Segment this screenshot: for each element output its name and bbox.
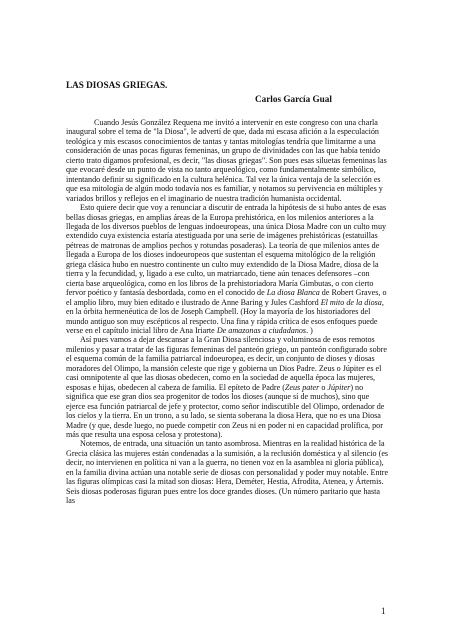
document-title: LAS DIOSAS GRIEGAS. bbox=[66, 80, 168, 90]
book-title-el-mito-de-la-diosa: El mito de la diosa, bbox=[320, 297, 384, 307]
book-title-de-amazonas: De amazonas a ciudadanos bbox=[216, 325, 307, 335]
paragraph-2: Esto quiere decir que voy a renunciar a discutir de entrada la hipótesis de si hubo antes de esas bellas diosas griegas, en amplias áreas de la Europa prehistórica, en los milenios anteriores a la llegada de los diversos pueblos de lenguas indoeuropeas, una única Diosa Madre con un culto muy extendido cuya existencia estaría atestiguada por una serie de imágenes prehistóricas (estatuillas pétreas de matronas de amplios pechos y rotundas posaderas). La teoría de que milenios antes de llegada a Europa de los dioses indoeuropeos que sustentan el esquema mitológico de la religión griega clásica hubo en nuestro continente un culto muy extendido de la Diosa Madre, diosa de la tierra y la fecundidad, y, ligado a ese culto, un matriarcado, tiene aún tenaces defensores –con cierta base arqueológica, como en los libros de la prehistoriadora María Gimbutas, o con cierto fervor poético y fantasía desbordada, como en el conocido de La diosa Blanca de Robert Graves, o el amplio libro, muy bien editado e ilustrado de Anne Baring y Jules Cashford El mito de la diosa, en la órbita hermenéutica de los de Joseph Campbell. (Hoy la mayoría de los historiadores del mundo antiguo son muy escépticos al respecto. Una fina y rápida crítica de esos enfoques puede verse en el capítulo inicial libro de Ana Iriarte De amazonas a ciudadanos. ) bbox=[66, 203, 387, 335]
term-zeus-pater: Zeus pater bbox=[284, 382, 320, 392]
author-name: Carlos García Gual bbox=[255, 94, 332, 104]
document-body bbox=[66, 118, 389, 506]
page-number: 1 bbox=[381, 606, 386, 616]
book-title-la-diosa-blanca: La diosa Blanca bbox=[266, 288, 320, 298]
term-jupiter: Júpiter bbox=[327, 382, 351, 392]
paragraph-4: Notemos, de entrada, una situación un tanto asombrosa. Mientras en la realidad histórica de la Grecia clásica las mujeres están condenadas a la sumisión, a la reclusión doméstica y al silencio (es decir, no intervienen en política ni van a la guerra, no tienen voz en la asamblea ni gloria pública), en la familia divina actúan una notable serie de diosas con personalidad y poder muy notable. Entre las figuras olímpicas casi la mitad son diosas: Hera, Deméter, Hestia, Afrodita, Atenea, y Ártemis. Seis diosas poderosas figuran pues entre los doce grandes dioses. (Un número paritario que hasta las bbox=[66, 439, 389, 506]
paragraph-3: Así pues vamos a dejar descansar a la Gran Diosa silenciosa y voluminosa de esos remotos milenios y pasar a tratar de las figuras femeninas del panteón griego, un panteón configurado sobre el esquema común de la familia patriarcal indoeuropea, es decir, un conjunto de dioses y diosas moradores del Olimpo, la mansión celeste que rige y gobierna un Dios Padre. Zeus o Júpiter es el casi omnipotente al que las diosas obedecen, como en la sociedad de aquella época las mujeres, esposas e hijas, obedecen al cabeza de familia. El epíteto de Padre (Zeus pater o Júpiter) no significa que ese gran dios sea progenitor de todos los dioses (aunque sí de muchos), sino que ejerce esa función patriarcal de jefe y protector, como señor indiscutible del Olimpo, ordenador de los cielos y la tierra. En un trono, a su lado, se sienta soberana la diosa Hera, que no es una Diosa Madre (y que, desde luego, no puede competir con Zeus ni en poder ni en capacidad prolífica, por más que resulta una esposa celosa y protestona). bbox=[66, 335, 387, 439]
paragraph-1: Cuando Jesús González Requena me invitó a intervenir en este congreso con una charla inaugural sobre el tema de "la Diosa", le advertí de que, dada mi escasa afición a la especulación teológica y mis escasos conocimientos de tantas y tantas mitologías tendría que limitarme a una consideración de unas pocas figuras femeninas, un grupo de divinidades con las que había tenido cierto trato digamos profesional, es decir, "las diosas griegas". Son pues esas siluetas femeninas las que evocaré desde un punto de vista no tanto arqueológico, como fundamentalmente simbólico, intentando definir su significado en la cultura helénica. Tal vez la única ventaja de la selección es que esa mitología de algún modo todavía nos es familiar, y notamos su pervivencia en múltiples y variados brillos y reflejos en el imaginario de nuestra tradición humanista occidental. bbox=[66, 118, 387, 203]
